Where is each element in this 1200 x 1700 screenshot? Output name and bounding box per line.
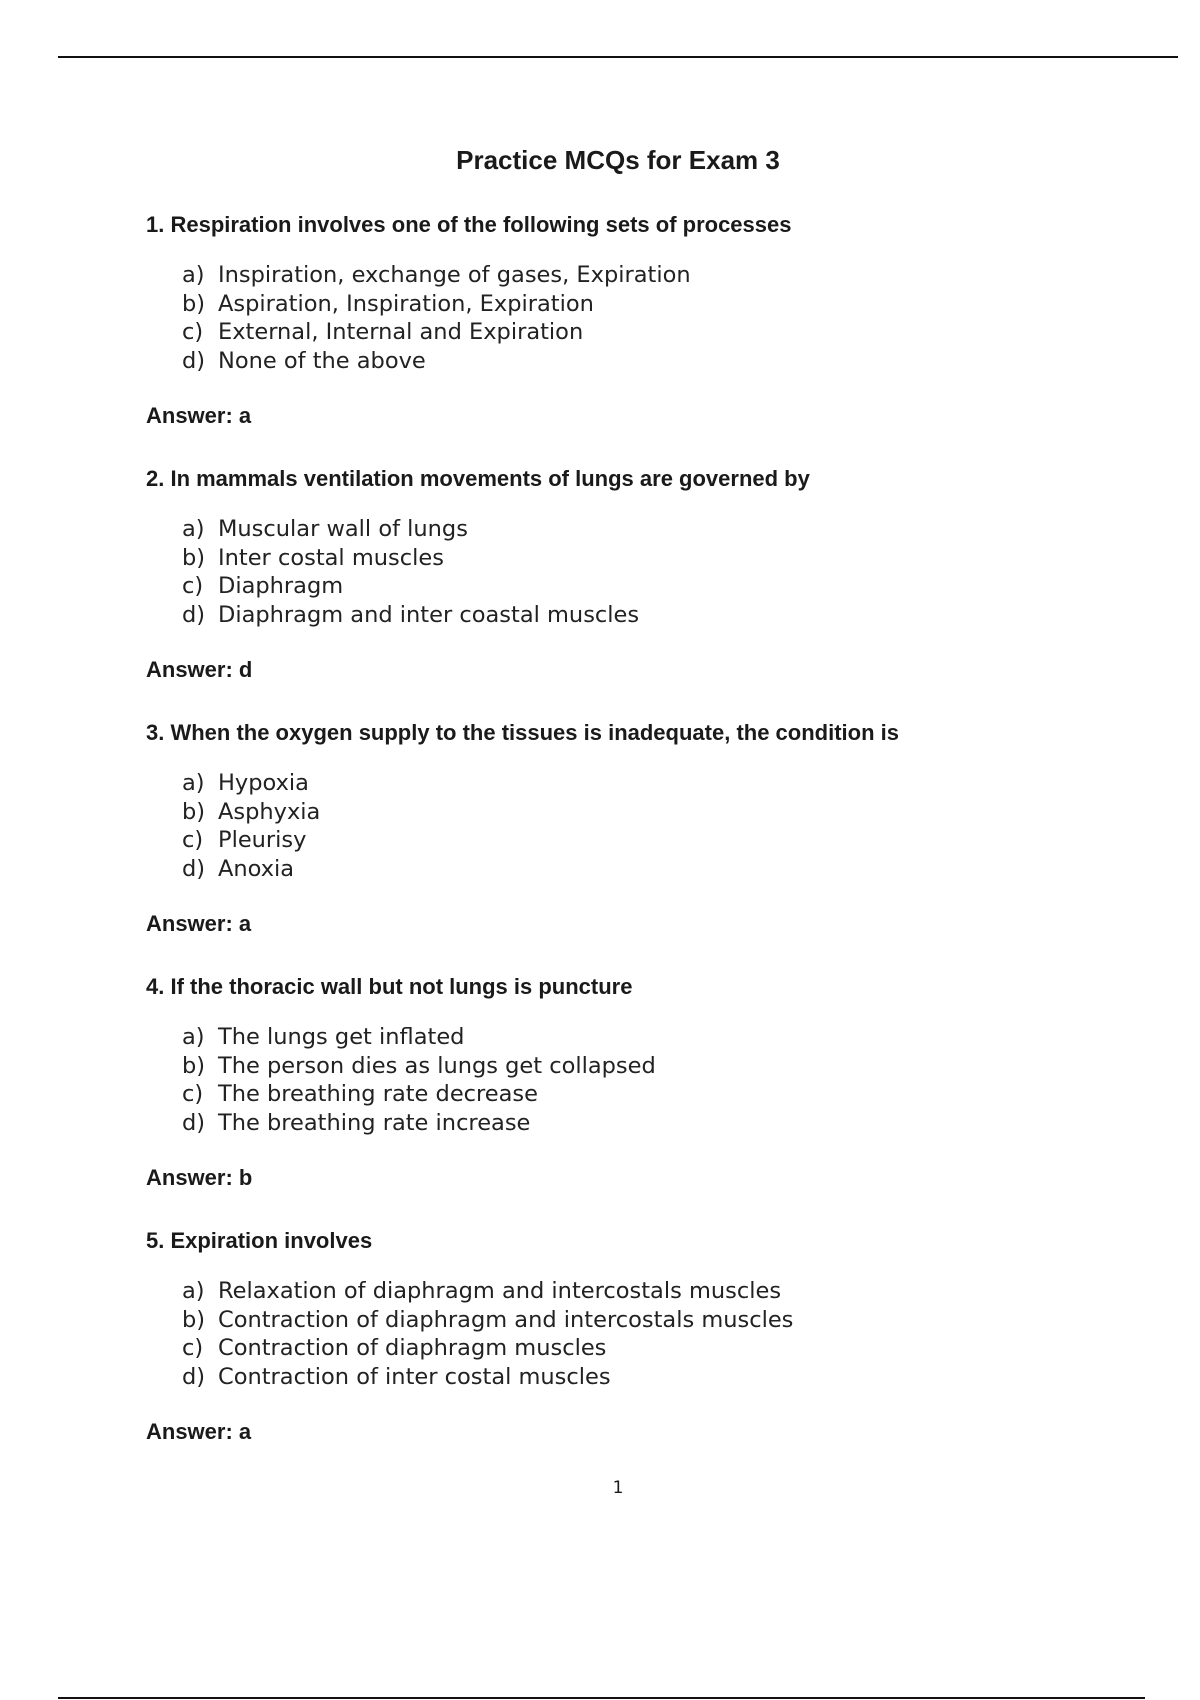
- option-text: None of the above: [218, 347, 426, 374]
- option-d: [182, 1109, 1146, 1138]
- option-text: Contraction of diaphragm and intercostals muscles: [218, 1306, 794, 1333]
- option-list: [146, 769, 1146, 883]
- option-letter: b): [182, 1052, 206, 1079]
- option-text: Hypoxia: [218, 770, 309, 796]
- option-text: Contraction of diaphragm muscles: [218, 1335, 607, 1361]
- option-d: [182, 855, 1146, 884]
- option-letter: d): [182, 347, 206, 374]
- option-letter: a): [182, 516, 205, 542]
- question-text: 2. In mammals ventilation movements of lungs are governed by: [146, 466, 810, 491]
- option-c: [182, 1334, 1146, 1363]
- option-letter: c): [182, 1081, 204, 1107]
- option-letter: d): [182, 1363, 206, 1390]
- option-text: Contraction of inter costal muscles: [218, 1363, 611, 1390]
- option-letter: b): [182, 798, 206, 825]
- option-letter: c): [182, 827, 204, 853]
- question-5: [146, 1226, 1146, 1447]
- option-b: [182, 798, 1146, 827]
- option-d: [182, 1363, 1146, 1392]
- option-text: Anoxia: [218, 855, 295, 882]
- option-letter: a): [182, 770, 205, 796]
- option-b: [182, 544, 1146, 573]
- question-2: [146, 464, 1146, 685]
- option-letter: a): [182, 1278, 205, 1304]
- option-text: Inspiration, exchange of gases, Expiration: [218, 262, 691, 288]
- option-text: Asphyxia: [218, 798, 321, 825]
- option-b: [182, 1306, 1146, 1335]
- option-letter: b): [182, 1306, 206, 1333]
- answer: Answer: a: [146, 1419, 252, 1444]
- question-text: 1. Respiration involves one of the following sets of processes: [146, 212, 792, 237]
- option-letter: d): [182, 855, 206, 882]
- option-c: [182, 826, 1146, 855]
- option-b: [182, 290, 1146, 319]
- option-text: Pleurisy: [218, 827, 307, 853]
- question-3: [146, 718, 1146, 939]
- option-b: [182, 1052, 1146, 1081]
- option-text: The person dies as lungs get collapsed: [218, 1052, 656, 1079]
- top-rule: [58, 56, 1178, 58]
- option-list: [146, 1277, 1146, 1391]
- question-4: [146, 972, 1146, 1193]
- answer: Answer: b: [146, 1165, 253, 1190]
- option-letter: b): [182, 544, 206, 571]
- answer: Answer: a: [146, 403, 252, 428]
- option-letter: b): [182, 290, 206, 317]
- option-letter: c): [182, 319, 204, 345]
- question-text: 3. When the oxygen supply to the tissues is inadequate, the condition is: [146, 720, 899, 745]
- option-c: [182, 572, 1146, 601]
- option-text: Diaphragm: [218, 573, 344, 599]
- option-d: [182, 347, 1146, 376]
- option-list: [146, 515, 1146, 629]
- option-text: Inter costal muscles: [218, 544, 444, 571]
- option-c: [182, 318, 1146, 347]
- option-c: [182, 1080, 1146, 1109]
- option-letter: a): [182, 262, 205, 288]
- option-letter: a): [182, 1024, 205, 1050]
- bottom-rule: [58, 1697, 1145, 1699]
- option-a: [182, 769, 1146, 798]
- option-text: Aspiration, Inspiration, Expiration: [218, 290, 594, 317]
- option-letter: c): [182, 1335, 204, 1361]
- option-letter: c): [182, 573, 204, 599]
- option-text: The breathing rate increase: [218, 1109, 531, 1136]
- option-d: [182, 601, 1146, 630]
- option-text: The lungs get inflated: [218, 1024, 465, 1050]
- question-text: 5. Expiration involves: [146, 1228, 373, 1253]
- option-a: [182, 261, 1146, 290]
- question-text: 4. If the thoracic wall but not lungs is puncture: [146, 974, 633, 999]
- question-1: [146, 210, 1146, 431]
- option-letter: d): [182, 601, 206, 628]
- option-text: The breathing rate decrease: [218, 1081, 538, 1107]
- option-text: Relaxation of diaphragm and intercostals muscles: [218, 1278, 782, 1304]
- option-text: Muscular wall of lungs: [218, 516, 468, 542]
- option-list: [146, 261, 1146, 375]
- option-a: [182, 515, 1146, 544]
- answer: Answer: a: [146, 911, 252, 936]
- page-number: 1: [612, 1478, 624, 1498]
- option-text: Diaphragm and inter coastal muscles: [218, 601, 640, 628]
- option-a: [182, 1023, 1146, 1052]
- answer: Answer: d: [146, 657, 253, 682]
- option-list: [146, 1023, 1146, 1137]
- option-a: [182, 1277, 1146, 1306]
- option-letter: d): [182, 1109, 206, 1136]
- page-title: Practice MCQs for Exam 3: [456, 145, 780, 175]
- option-text: External, Internal and Expiration: [218, 319, 584, 345]
